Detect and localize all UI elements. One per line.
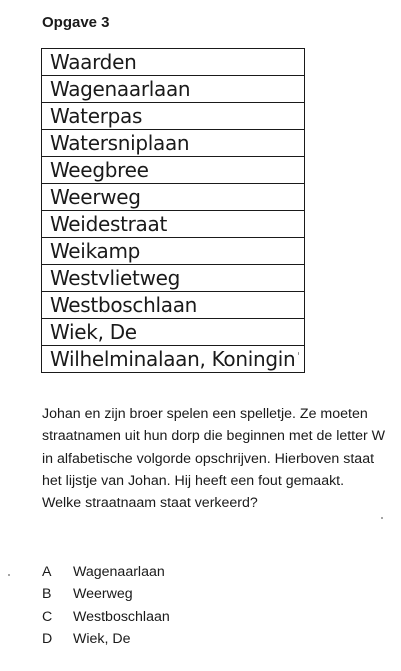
question-text: Johan en zijn broer spelen een spelletje. Ze moeten straatnamen uit hun dorp die beginnen met de letter W in alfabetische volgorde opschrijven. Hierboven staat het lijstje van Johan. Hij heeft een fout gemaakt. (42, 406, 386, 489)
answer-option-a[interactable] (42, 561, 170, 583)
street-name: Westboschlaan (42, 292, 305, 319)
question-prompt: Welke straatnaam staat verkeerd? (42, 495, 258, 512)
option-label: Westboschlaan (73, 608, 170, 625)
street-row (42, 49, 305, 76)
option-letter: D (42, 630, 53, 647)
street-name: Wilhelminalaan, Koningin (42, 346, 305, 373)
street-row (42, 103, 305, 130)
street-name-list (41, 48, 305, 373)
scan-speck (8, 574, 10, 576)
street-name: Weegbree (42, 157, 305, 184)
scan-speck (298, 352, 299, 355)
street-row (42, 238, 305, 265)
question-block (42, 403, 387, 514)
option-label: Wagenaarlaan (73, 564, 165, 580)
street-row (42, 319, 305, 346)
answer-option-b[interactable] (42, 583, 170, 605)
answer-options (42, 561, 170, 650)
street-name: Wiek, De (42, 319, 305, 346)
street-name: Weikamp (42, 238, 305, 265)
option-letter: B (42, 586, 52, 603)
scan-speck (381, 517, 383, 519)
street-row (42, 292, 305, 319)
exercise-title: Opgave 3 (42, 14, 110, 31)
street-name: Watersniplaan (42, 130, 305, 157)
street-row (42, 76, 305, 103)
option-label: Wiek, De (73, 630, 131, 647)
street-name: Waterpas (42, 103, 305, 130)
street-row (42, 130, 305, 157)
answer-option-c[interactable] (42, 606, 170, 628)
answer-option-d[interactable] (42, 628, 170, 650)
street-name: Westvlietweg (42, 265, 305, 292)
street-name: Weerweg (42, 184, 305, 211)
street-name: Waarden (42, 49, 305, 76)
option-label: Weerweg (73, 586, 133, 603)
street-row (42, 346, 305, 373)
option-letter: C (42, 608, 53, 625)
option-letter: A (42, 564, 52, 580)
street-row (42, 184, 305, 211)
street-row (42, 157, 305, 184)
street-row (42, 211, 305, 238)
street-row (42, 265, 305, 292)
street-name: Wagenaarlaan (42, 76, 305, 103)
street-name: Weidestraat (42, 211, 305, 238)
